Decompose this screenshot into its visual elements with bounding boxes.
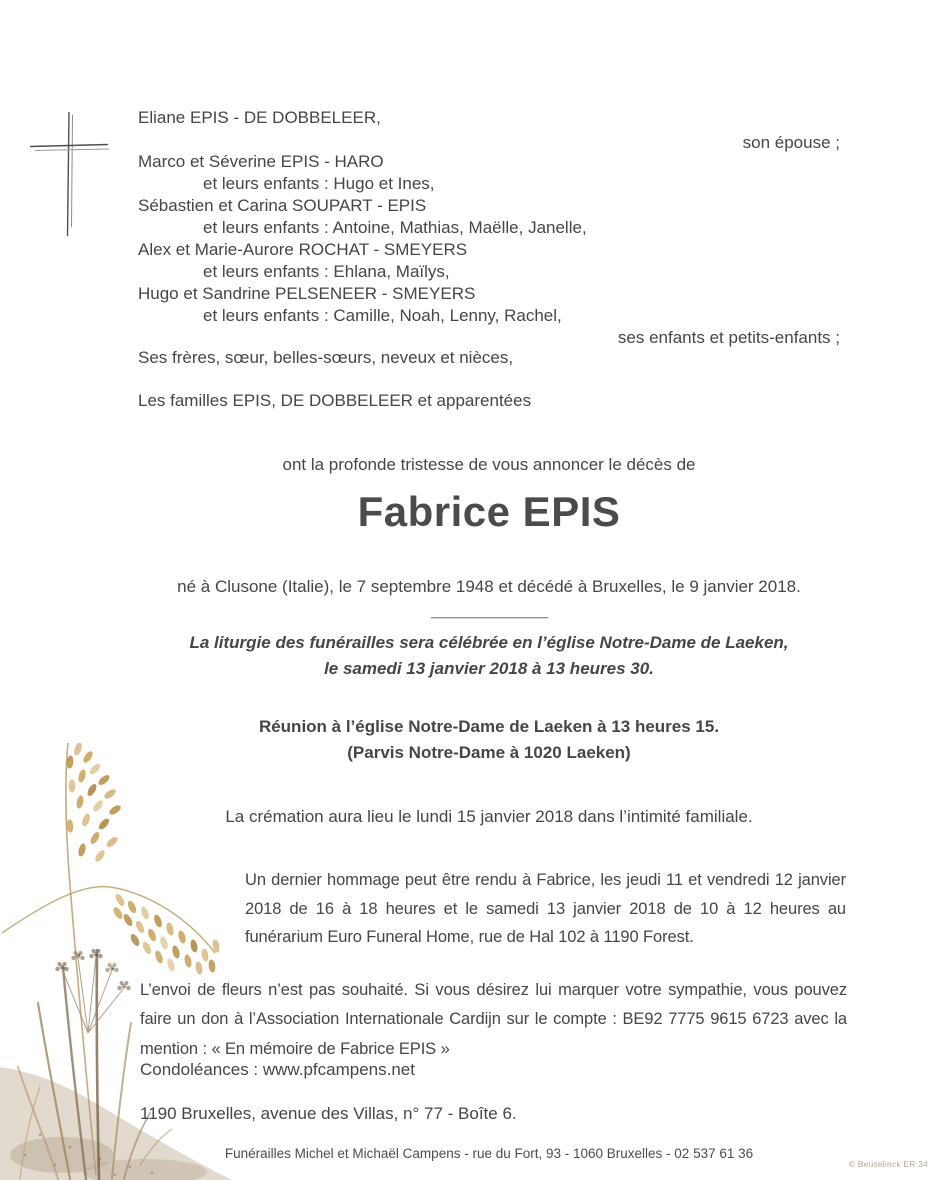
couple-parents: Alex et Marie-Aurore ROCHAT - SMEYERS bbox=[138, 240, 468, 259]
couple-parents: Sébastien et Carina SOUPART - EPIS bbox=[138, 196, 427, 215]
couple-parents: Marco et Séverine EPIS - HARO bbox=[138, 152, 384, 171]
deceased-address: 1190 Bruxelles, avenue des Villas, n° 77 - Boîte 6. bbox=[140, 1104, 517, 1123]
meeting-line-1: Réunion à l’église Notre-Dame de Laeken à 13 heures 15. bbox=[258, 717, 720, 736]
meeting-line-2: (Parvis Notre-Dame à 1020 Laeken) bbox=[347, 743, 631, 762]
life-dates: né à Clusone (Italie), le 7 septembre 1948 et décédé à Bruxelles, le 9 janvier 2018. bbox=[177, 577, 801, 596]
funeral-home-footer: Funérailles Michel et Michaël Campens - rue du Fort, 93 - 1060 Bruxelles - 02 537 61 36 bbox=[224, 1146, 754, 1161]
children-role: ses enfants et petits-enfants ; bbox=[617, 328, 840, 347]
couple-children: et leurs enfants : Antoine, Mathias, Maëlle, Janelle, bbox=[203, 218, 587, 237]
flowers-paragraph: L’envoi de fleurs n’est pas souhaité. Si vous désirez lui marquer votre sympathie, vous pouvez faire un don à l’Association Internationale Cardijn sur le compte : BE92 7775 9615 6723 avec la mention : « En mémoire de Fabrice EPIS » bbox=[140, 981, 847, 1058]
announcement-intro: ont la profonde tristesse de vous annoncer le décès de bbox=[282, 455, 696, 474]
condolences-line: Condoléances : www.pfcampens.net bbox=[140, 1060, 415, 1079]
liturgy-line-2: le samedi 13 janvier 2018 à 13 heures 30. bbox=[324, 659, 654, 678]
spouse-name: Eliane EPIS - DE DOBBELEER, bbox=[138, 108, 381, 127]
family-block bbox=[138, 107, 587, 412]
couple-children: et leurs enfants : Camille, Noah, Lenny, Rachel, bbox=[203, 306, 562, 325]
liturgy-line-1: La liturgie des funérailles sera célébrée en l’église Notre-Dame de Laeken, bbox=[189, 633, 789, 652]
print-credit: © Beuselinck ER 34 bbox=[848, 1159, 928, 1169]
families-line: Les familles EPIS, DE DOBBELEER et apparentées bbox=[138, 391, 532, 410]
couple-children: et leurs enfants : Ehlana, Maïlys, bbox=[203, 262, 450, 281]
spouse-role: son épouse ; bbox=[742, 133, 840, 152]
umbel-flower bbox=[55, 949, 130, 1033]
couple-parents: Hugo et Sandrine PELSENEER - SMEYERS bbox=[138, 284, 476, 303]
couple-children: et leurs enfants : Hugo et Ines, bbox=[203, 174, 435, 193]
tribute-paragraph: Un dernier hommage peut être rendu à Fabrice, les jeudi 11 et vendredi 12 janvier 2018 de 16 à 18 heures et le samedi 13 janvier 2018 de 10 à 12 heures au funérarium Euro Funeral Home, rue de Hal 102 à 1190 Forest. bbox=[245, 871, 846, 947]
deceased-name: Fabrice EPIS bbox=[357, 488, 621, 535]
drooping-seed-cluster bbox=[112, 893, 221, 975]
section-divider bbox=[431, 617, 548, 618]
cremation-line: La crémation aura lieu le lundi 15 janvier 2018 dans l’intimité familiale. bbox=[225, 807, 753, 826]
cross-icon bbox=[28, 108, 113, 243]
siblings-line: Ses frères, sœur, belles-sœurs, neveux et nièces, bbox=[138, 348, 514, 367]
